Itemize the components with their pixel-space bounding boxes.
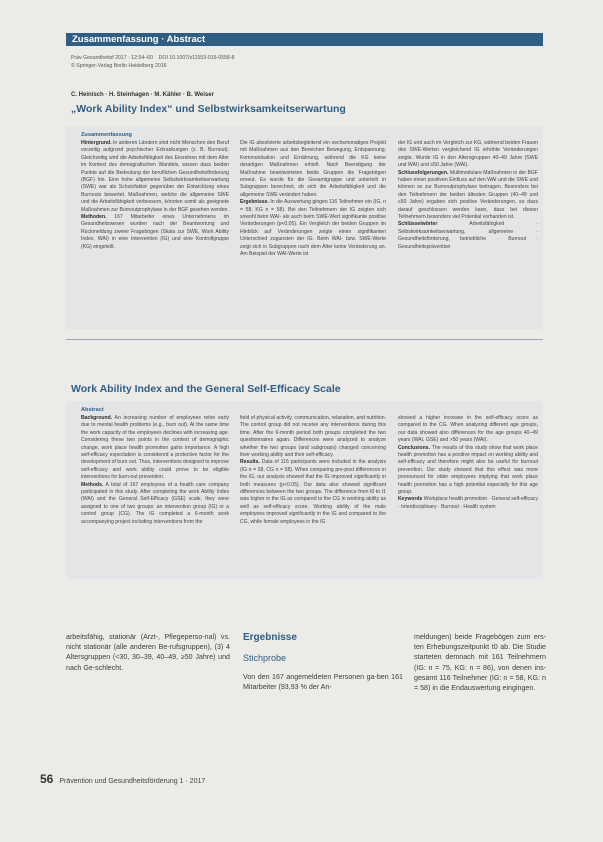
abstract-paragraph xyxy=(240,415,386,459)
paragraph-text: Die IG absolvierte arbeitsbegleitend ein sechsmonatiges Projekt mit Maßnahmen aus den Bereichen Bewegung, Entspannung, Kommunikation und Ernährung, während die KG keine derartigen Maßnahmen erhielt. Nach Beendigung der Maßnahme beantworteten beide Gruppen die Fragebögen erneut. Es wurde für die Gesamtgruppe und unterteilt in Subgruppen berechnet, ob sich die Arbeitsfähigkeit und die allgemeine SWE verändert haben. xyxy=(240,140,386,198)
page-number: 56 xyxy=(40,772,54,786)
abstract-heading-german: Zusammenfassung xyxy=(81,132,132,138)
abstract-paragraph xyxy=(398,445,538,497)
section-band: Zusammenfassung · Abstract xyxy=(66,33,543,46)
citation-journal: Präv Gesundheitsf 2017 · 12:54–60 xyxy=(71,55,153,61)
abstract-paragraph xyxy=(398,496,538,511)
abstract-paragraph xyxy=(398,415,538,445)
paragraph-text: An increasing number of employees retire early due to mental health problems (e.g., burn out). At the same time the work capacity of the employees declines with increasing age. Considering these two points in the context of demographic change, work place health promotion gains importance. A high self-efficacy expectation is considered a protective factor for the development of burn out. Thus, interventions designed to improve self-efficacy and work ability could prove to be eligible interventions for burn-out prevention. xyxy=(81,415,229,481)
paragraph-lead: Conclusions. xyxy=(398,444,430,451)
body-column-3: meldungen) beide Fragebögen zum ers-ten Erhebungszeitpunkt t0 ab. Die Studie starteten demnach mit 161 Teilnehmern (IG: n = 75, KG: n = 86), von denen ins-gesamt 116 Teilnehmer (IG: n = 58, KG: n = 58) in die Endauswertung eingingen. xyxy=(414,633,546,693)
paragraph-text: showed a higher increase in the self-efficacy score as compared to the CG. When analyzing different age groups, our data showed also differences for the age groups 40–49 years (WAI, GSE) and >50 years (WAI). xyxy=(398,415,538,444)
paragraph-text: der IG und auch im Vergleich zur KG, während beiden Frauen des SWE-Werten vergleichend IG erhöhte Veränderungen zeigte. Wurde IG in den Altersgruppen 40–49 Jahre (SWE und WAI) und ≥50 Jahre (WAI). xyxy=(398,140,538,169)
paragraph-lead: Schlussfolgerungen. xyxy=(398,169,449,176)
article-title-english: Work Ability Index and the General Self-Efficacy Scale xyxy=(71,383,341,395)
abstract-english-column-1 xyxy=(81,415,229,575)
paragraph-text: In anderen Ländern sind nicht Menschen den Beruf vorzeitig aufgrund psychischer Erkrankungen (z. B. Burnout). Gleichzeitig wird die Arbeitsfähigkeit des Einzelnen mit dem Alter im Kontext des demografischen Wandels, wissen dass beiden Punkte auf die Bedeutung der beruflichen Gesundheitsförderung (BGF) hin. Eine hohe allgemeine Selbstwirksamkeitserwartung (SWE) war als Schutzfaktor gegenüber der Entwicklung eines Burnouts bewertet. Maßnahmen, welche die allgemeine SWE und die Arbeitsfähigkeit verbessern, könnten somit als geeignete Maßnahmen zur Burnoutprophylaxe in der BGF gesehen werden. xyxy=(81,140,229,213)
abstract-paragraph xyxy=(240,140,386,199)
paragraph-text: 167 Mitarbeiter eines Unternehmens im Gesundheitswesen wurden nach der Beantwortung und Rückmeldung zweier Fragebögen (Skala zur SWE, Work Ability Index, WAI) in eine Intervention (IG) und eine Kontrollgruppe (KG) eingeteilt. xyxy=(81,214,229,250)
paragraph-lead: Results. xyxy=(240,459,260,466)
abstract-paragraph xyxy=(398,140,538,170)
citation-doi: DOI 10.1007/s11553-016-0558-8 xyxy=(158,55,235,61)
paragraph-text: A total of 167 employees of a health care company participated in this study. After completing the work Ability Index (WAI) and the General Self-Efficacy (GSE) scale, they were assigned to one of two groups: an intervention group (IG) or a control group (CG). The IG completed a 6-month work accompanying project including interventions from the xyxy=(81,481,229,525)
abstract-paragraph xyxy=(81,482,229,526)
abstract-german-column-2 xyxy=(240,140,386,328)
paragraph-text: In die Auswertung gingen 116 Teilnehmer ein (IG, n = 58, KG n = 58). Bei den Teilnehmern der IG zeigten sich sowohl beim WAI- als auch beim SWE-Wert signifikante positive Veränderungen (p<0,05). Ein Vergleich der beiden Gruppen im Hinblick auf Veränderungen zeigte einen signifikanten Unterschied zugunsten der IG. Beim WAI- bzw. SWE-Werte zeigt sich in Subgruppen nach dem Alter keine Veränderung an. Am Beispiel der WAI-Werte ist xyxy=(240,199,386,258)
paragraph-text: Arbeitsfähigkeit · Selbstwirksamkeitserwartung, allgemeine · Gesundheitsförderung, betriebliche · Burnout · Gesundheitsprävention xyxy=(398,221,538,250)
author-list: C. Heinisch · H. Steinhagen · M. Kähler · B. Weiser xyxy=(71,92,214,98)
paragraph-lead: Methods. xyxy=(81,481,104,488)
paragraph-lead: Background. xyxy=(81,415,113,421)
paragraph-lead: Keywords xyxy=(398,496,423,503)
paragraph-lead: Methoden. xyxy=(81,214,107,221)
body-column-1: arbeitsfähig, stationär (Arzt-, Pflegeperso-nal) vs. nicht stationär (alle anderen Be-rufsgruppen), (3) 4 Altersgruppen (<30, 30–39, 40–49, ≥50 Jahre) und nach Ge-schlecht. xyxy=(66,633,230,672)
paragraph-lead: Ergebnisse. xyxy=(240,199,269,206)
paragraph-lead: Hintergrund. xyxy=(81,140,112,146)
paragraph-text: field of physical activity, communication, relaxation, and nutrition. The control group did not receive any interventions during this time. After the 6-month period both groups completed the two questionnaires again. Differences were analyzed to analyze whether the two groups (and subgroups) changed concerning their working ability and their self-efficacy. xyxy=(240,415,386,459)
abstract-english-column-2 xyxy=(240,415,386,575)
paragraph-text: The results of this study show that work place health promotion has a positive impact on working ability and self-efficacy and therefore might also be useful for burnout prevention. Our study showed that this effect was more pronounced for older employees implying that work place health promotion has a high potential especially for this age group. xyxy=(398,444,538,496)
abstract-paragraph xyxy=(398,170,538,222)
section-heading-ergebnisse: Ergebnisse xyxy=(243,632,297,643)
abstract-paragraph xyxy=(81,140,229,214)
article-title-german: „Work Ability Index“ und Selbstwirksamkeitserwartung xyxy=(71,103,346,115)
paragraph-text: Data of 116 participants were included in the analysis (IG n = 58, CG n = 58). When comparing pre-post differences in the IG, our analysis showed that the IG improved significantly in both measures (p<0.05). Our data also showed significant differences between the two groups. The difference from t0 to t1 was higher in the IG as compared to the CG in working ability as well as self-efficacy score. Working ability of the male employees improved significantly in the IG and compared to the CG, while female employees in the IG xyxy=(240,459,386,525)
abstract-paragraph xyxy=(81,415,229,482)
abstract-paragraph xyxy=(81,214,229,251)
abstract-paragraph xyxy=(398,221,538,251)
abstract-german-column-1 xyxy=(81,140,229,328)
paragraph-text: Workplace health promotion · General self-efficacy · Interdisciplinary · Burnout · Health system xyxy=(398,496,538,510)
abstract-german-column-3 xyxy=(398,140,538,328)
abstract-paragraph xyxy=(240,459,386,526)
abstract-english-column-3 xyxy=(398,415,538,575)
paragraph-lead: Schlüsselwörter xyxy=(398,221,438,228)
copyright-line: © Springer-Verlag Berlin Heidelberg 2016 xyxy=(71,63,167,69)
body-column-2: Von den 167 angemeldeten Personen ga-ben 161 Mitarbeiter (93,93 % der An- xyxy=(243,673,403,692)
abstract-paragraph xyxy=(240,199,386,258)
citation-line xyxy=(71,55,234,61)
abstract-heading-english: Abstract xyxy=(81,407,104,413)
page-footer xyxy=(40,772,205,786)
divider xyxy=(66,339,543,340)
journal-name: Prävention und Gesundheitsförderung 1 · 2017 xyxy=(59,778,206,785)
subsection-heading-stichprobe: Stichprobe xyxy=(243,653,287,663)
paragraph-text: Multimodulare Maßnahmen in der BGF haben einen positiven Einfluss auf den WAI und die SWE und können so zur Burnoutprophylaxe beitragen. Besonders bei den Teilnehmern der beiden ältesten Gruppen (40–49 und ≥50 Jahre) ergaben sich positive Veränderungen, so dass darauf geschlossen werden kann, dass bei diesen Teilnehmern besonders viel Potential vorhanden ist. xyxy=(398,169,538,221)
